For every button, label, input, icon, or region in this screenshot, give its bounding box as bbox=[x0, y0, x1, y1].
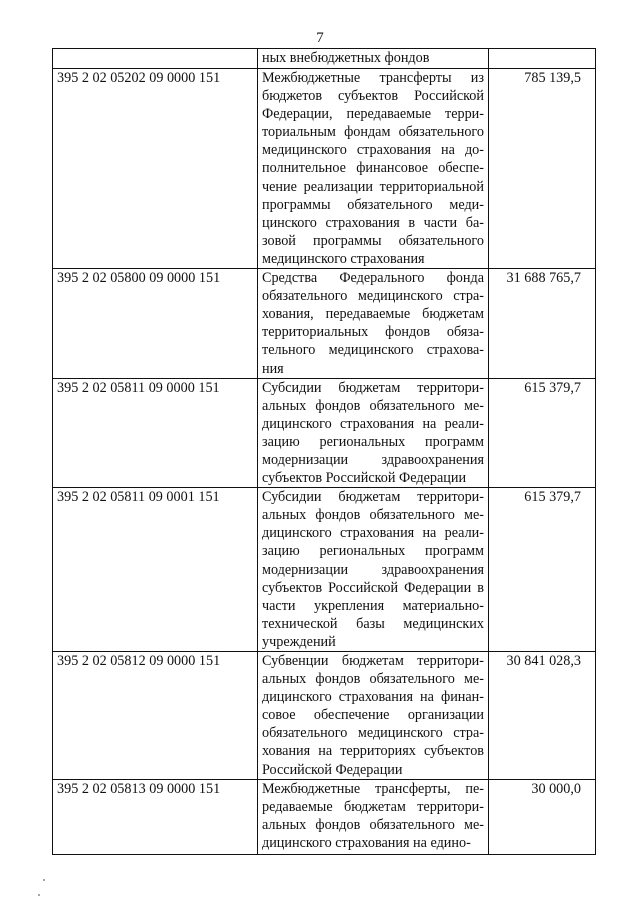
amount-cell: 615 379,7 bbox=[489, 378, 596, 488]
code-cell: 395 2 02 05800 09 0000 151 bbox=[53, 269, 258, 379]
table-row bbox=[53, 69, 596, 269]
table-row bbox=[53, 779, 596, 854]
table-row-continuation bbox=[53, 49, 596, 69]
name-cell bbox=[258, 69, 489, 269]
code-cell: 395 2 02 05813 09 0000 151 bbox=[53, 779, 258, 854]
code-cell: 395 2 02 05812 09 0000 151 bbox=[53, 652, 258, 780]
name-text: Средства Федерального фонда обязательного медицинского стра-хования, передаваемые бюджетам территориальных фондов обяза-тельного медицинского страхова-ния bbox=[262, 270, 484, 377]
scan-speck bbox=[43, 879, 45, 881]
amount-cell: 30 841 028,3 bbox=[489, 652, 596, 780]
name-text: Межбюджетные трансферты из бюджетов субъектов Российской Федерации, передаваемые терри-ториальным фондам обязательного медицинского страхования на до-полнительное финансовое обеспе-чение реализации территориальной программы обязательного меди-цинского страхования в части ба-зовой программы обязательного медицинского страхования bbox=[262, 70, 484, 267]
code-cell: 395 2 02 05202 09 0000 151 bbox=[53, 69, 258, 269]
amount-cell: 30 000,0 bbox=[489, 779, 596, 854]
name-text: Субсидии бюджетам территори-альных фондов обязательного ме-дицинского страхования на реали-зацию региональных программ модернизации здравоохранения субъектов Российской Федерации bbox=[262, 379, 484, 487]
name-cell bbox=[258, 378, 489, 488]
budget-revenue-table bbox=[52, 48, 596, 855]
name-cell bbox=[258, 49, 489, 69]
amount-cell: 31 688 765,7 bbox=[489, 269, 596, 379]
table-row bbox=[53, 488, 596, 652]
name-cell bbox=[258, 779, 489, 854]
code-cell bbox=[53, 49, 258, 69]
name-text: Субвенции бюджетам территори-альных фондов обязательного ме-дицинского страхования на финан-совое обеспечение организации обязательного медицинского стра-хования на территориях субъектов Российской Федерации bbox=[262, 653, 484, 778]
continuation-text: ных внебюджетных фондов bbox=[262, 50, 430, 66]
name-cell bbox=[258, 652, 489, 780]
table-row bbox=[53, 652, 596, 780]
amount-cell: 785 139,5 bbox=[489, 69, 596, 269]
name-text: Межбюджетные трансферты, пе-редаваемые бюджетам территори-альных фондов обязательного ме-дицинского страхования на едино- bbox=[262, 780, 484, 851]
table-row bbox=[53, 378, 596, 488]
code-cell: 395 2 02 05811 09 0000 151 bbox=[53, 378, 258, 488]
amount-cell: 615 379,7 bbox=[489, 488, 596, 652]
amount-cell bbox=[489, 49, 596, 69]
page-number: 7 bbox=[316, 30, 324, 46]
name-cell bbox=[258, 488, 489, 652]
name-cell bbox=[258, 269, 489, 379]
table-row bbox=[53, 269, 596, 379]
scan-speck bbox=[38, 894, 40, 896]
code-cell: 395 2 02 05811 09 0001 151 bbox=[53, 488, 258, 652]
name-text: Субсидии бюджетам территори-альных фондов обязательного ме-дицинского страхования на реали-зацию региональных программ модернизации здравоохранения субъектов Российской Федерации в части укрепления материально-технической базы медицинских учреждений bbox=[262, 489, 484, 650]
